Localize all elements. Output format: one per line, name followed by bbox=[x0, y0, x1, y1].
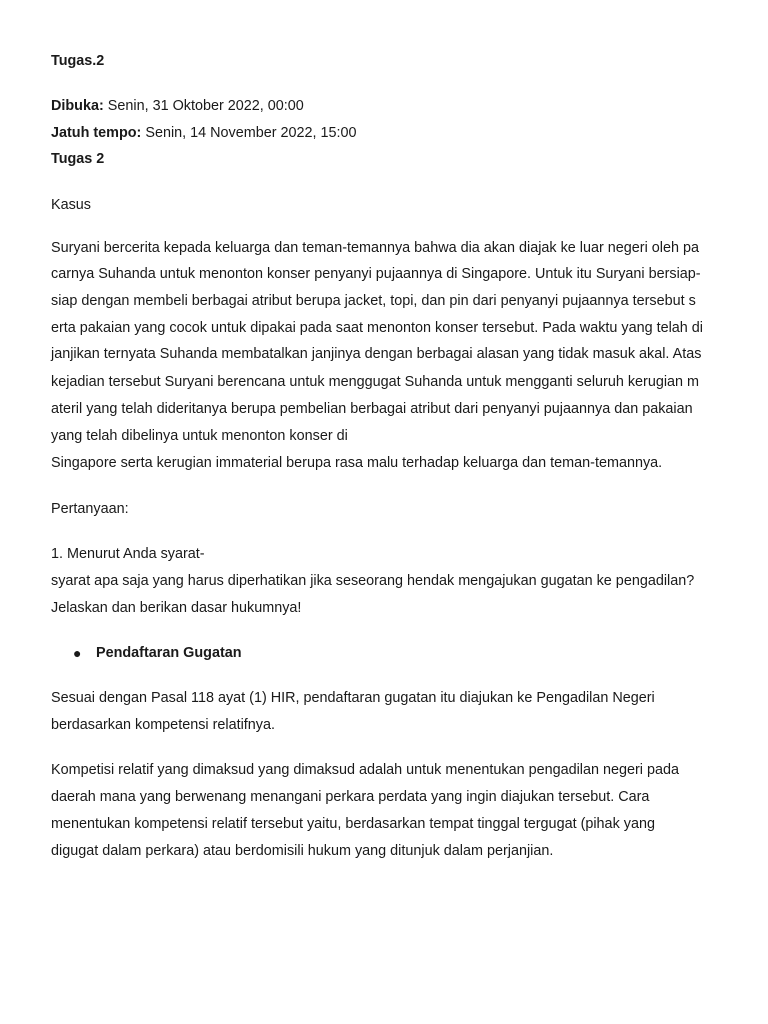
question-line: syarat apa saja yang harus diperhatikan jika seseorang hendak mengajukan gugatan ke pengadilan? bbox=[51, 573, 695, 589]
bullet-label: Pendaftaran Gugatan bbox=[96, 645, 242, 661]
case-heading: Kasus bbox=[51, 197, 91, 213]
case-line: carnya Suhanda untuk menonton konser penyanyi pujaannya di Singapore. Untuk itu Suryani bersiap- bbox=[51, 266, 701, 282]
bullet-dot-icon: ● bbox=[73, 645, 82, 661]
document-title: Tugas.2 bbox=[51, 53, 105, 69]
case-line: siap dengan membeli berbagai atribut berupa jacket, topi, dan pin dari penyanyi pujaannya tersebut s bbox=[51, 293, 696, 309]
case-line: kejadian tersebut Suryani berencana untuk menggugat Suhanda untuk mengganti seluruh kerugian m bbox=[51, 374, 700, 390]
due-date bbox=[51, 124, 357, 142]
case-line: janjikan ternyata Suhanda membatalkan janjinya dengan berbagai alasan yang tidak masuk akal. Atas bbox=[51, 346, 702, 362]
paragraph-line: Sesuai dengan Pasal 118 ayat (1) HIR, pendaftaran gugatan itu diajukan ke Pengadilan Negeri bbox=[51, 690, 655, 706]
opened-date bbox=[51, 97, 304, 115]
paragraph-line: daerah mana yang berwenang menangani perkara perdata yang ingin diajukan tersebut. Cara bbox=[51, 789, 650, 805]
question-line: 1. Menurut Anda syarat- bbox=[51, 546, 205, 562]
paragraph-line: Kompetisi relatif yang dimaksud yang dimaksud adalah untuk menentukan pengadilan negeri pada bbox=[51, 762, 680, 778]
question-line: Jelaskan dan berikan dasar hukumnya! bbox=[51, 600, 302, 616]
paragraph-line: menentukan kompetensi relatif tersebut yaitu, berdasarkan tempat tinggal tergugat (pihak yang bbox=[51, 816, 655, 832]
case-line: erta pakaian yang cocok untuk dipakai pada saat menonton konser tersebut. Pada waktu yang telah di bbox=[51, 320, 704, 336]
due-value: Senin, 14 November 2022, 15:00 bbox=[141, 125, 357, 141]
case-line: ateril yang telah dideritanya berupa pembelian berbagai atribut dari penyanyi pujaannya dan pakaian bbox=[51, 401, 693, 417]
opened-value: Senin, 31 Oktober 2022, 00:00 bbox=[103, 98, 304, 114]
questions-heading: Pertanyaan: bbox=[51, 501, 129, 517]
paragraph-line: berdasarkan kompetensi relatifnya. bbox=[51, 717, 275, 733]
paragraph-line: digugat dalam perkara) atau berdomisili hukum yang ditunjuk dalam perjanjian. bbox=[51, 843, 554, 859]
case-line: Singapore serta kerugian immaterial berupa rasa malu terhadap keluarga dan teman-temannya. bbox=[51, 455, 663, 471]
document-subtitle: Tugas 2 bbox=[51, 151, 105, 167]
case-line: Suryani bercerita kepada keluarga dan teman-temannya bahwa dia akan diajak ke luar negeri oleh pa bbox=[51, 240, 699, 256]
case-line: yang telah dibelinya untuk menonton konser di bbox=[51, 428, 348, 444]
opened-label: Dibuka: bbox=[51, 98, 104, 114]
due-label: Jatuh tempo: bbox=[51, 125, 142, 141]
